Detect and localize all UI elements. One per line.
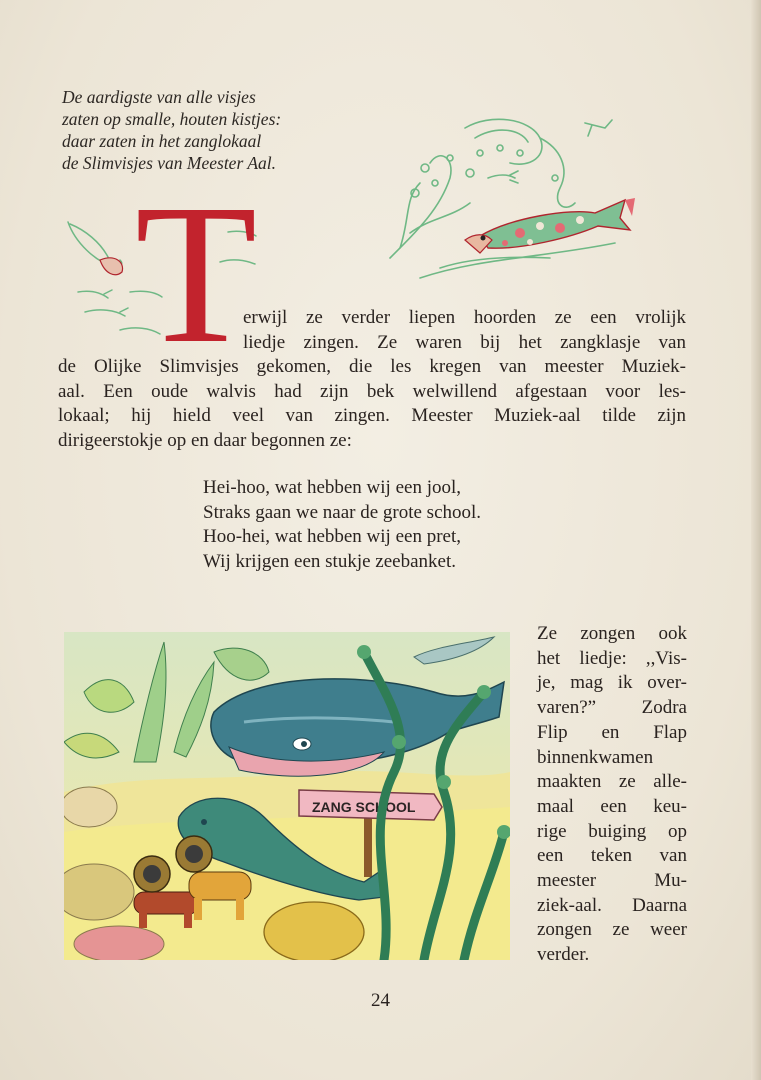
drop-cap: T — [135, 164, 258, 385]
paragraph-line: aal. Een oude walvis had zijn bek welwillend afgestaan voor les- — [58, 380, 686, 402]
song-line: Wij krijgen een stukje zeebanket. — [203, 550, 456, 572]
whale-singing-school-illustration — [64, 632, 510, 960]
side-line: zongen ze weer — [537, 919, 687, 941]
paragraph-line: lokaal; hij hield veel van zingen. Meester Muziek-aal tilde zijn — [58, 405, 686, 426]
side-line: maakten ze alle- — [537, 771, 687, 793]
seaweed-fish-vignette — [380, 108, 640, 283]
side-line: maal een keu- — [537, 795, 687, 817]
song-verse — [203, 476, 481, 574]
paragraph-line: dirigeerstokje op en daar begonnen ze: — [58, 429, 352, 451]
side-line: varen?” Zodra — [537, 697, 687, 719]
song-line: Hei-hoo, wat hebben wij een jool, — [203, 477, 462, 498]
side-line: Ze zongen ook — [537, 623, 687, 644]
side-line: verder. — [537, 944, 590, 966]
intro-verse-line: daar zaten in het zanglokaal — [62, 131, 262, 151]
song-line: Straks gaan we naar de grote school. — [203, 501, 482, 523]
side-line: het liedje: ,,Vis- — [537, 647, 687, 669]
side-line: rige buiging op — [537, 820, 687, 842]
side-line: een teken van — [537, 845, 687, 867]
main-paragraph — [58, 306, 686, 453]
paragraph-line: de Olijke Slimvisjes gekomen, die les kregen van meester Muziek- — [58, 356, 686, 377]
intro-verse-line: de Slimvisjes van Meester Aal. — [62, 153, 276, 173]
intro-verse — [62, 86, 342, 174]
page-edge-shadow — [751, 0, 761, 1080]
side-paragraph — [537, 622, 687, 968]
page-number: 24 — [371, 990, 390, 1011]
intro-verse-line: zaten op smalle, houten kistjes: — [62, 109, 282, 129]
paragraph-line: erwijl ze verder liepen hoorden ze een vrolijk — [243, 307, 686, 328]
side-line: Flip en Flap — [537, 721, 687, 743]
side-line: je, mag ik over- — [537, 672, 687, 694]
intro-verse-line: De aardigste van alle visjes — [62, 87, 256, 107]
sign-text: ZANG SCHOOL — [312, 799, 416, 815]
song-line: Hoo-hei, wat hebben wij een pret, — [203, 526, 461, 547]
side-line: ziek-aal. Daarna — [537, 894, 687, 916]
side-line: binnenkwamen — [537, 746, 654, 768]
side-line: meester Mu- — [537, 870, 687, 892]
paragraph-line: liedje zingen. Ze waren bij het zangklasje van — [243, 331, 686, 353]
